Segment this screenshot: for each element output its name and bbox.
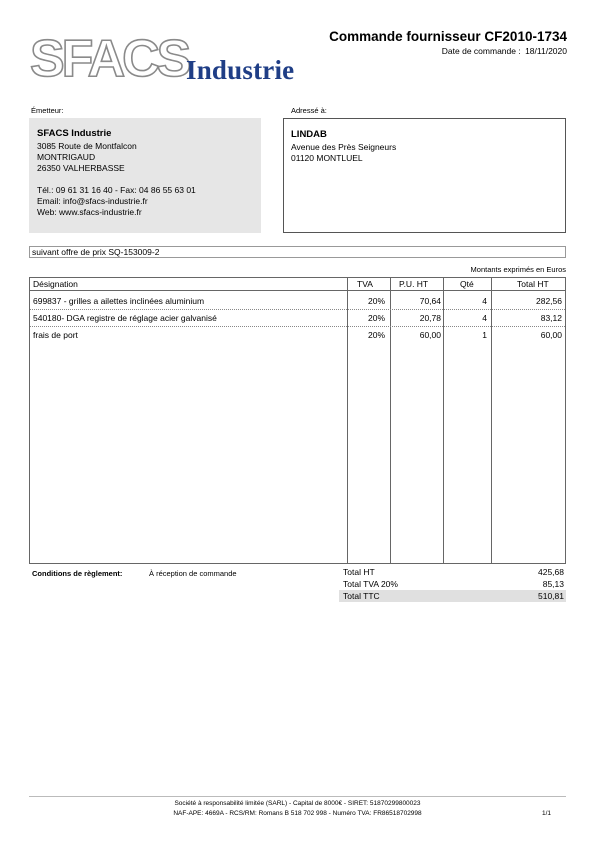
order-date-value: 18/11/2020 bbox=[525, 46, 567, 56]
total-value: 425,68 bbox=[538, 567, 564, 577]
page-number: 1/1 bbox=[541, 810, 551, 817]
row-quantity: 4 bbox=[482, 296, 487, 306]
row-unit-price: 20,78 bbox=[419, 313, 441, 323]
row-total: 83,12 bbox=[540, 313, 562, 323]
sender-address-line: 3085 Route de Montfalcon bbox=[37, 141, 137, 151]
row-designation: 540180- DGA registre de réglage acier galvanisé bbox=[33, 313, 217, 323]
sender-email: Email: info@sfacs-industrie.fr bbox=[37, 196, 148, 206]
total-ht-row bbox=[339, 566, 566, 578]
sender-label: Émetteur: bbox=[31, 106, 64, 115]
total-label: Total TTC bbox=[343, 591, 380, 601]
row-quantity: 1 bbox=[482, 330, 487, 340]
order-lines-table bbox=[29, 277, 566, 564]
total-value: 510,81 bbox=[538, 591, 564, 601]
total-label: Total HT bbox=[343, 567, 375, 577]
sender-phone: Tél.: 09 61 31 16 40 - Fax: 04 86 55 63 01 bbox=[37, 185, 196, 195]
total-value: 85,13 bbox=[542, 579, 564, 589]
order-date bbox=[440, 46, 567, 56]
row-tva: 20% bbox=[367, 313, 385, 323]
sender-web: Web: www.sfacs-industrie.fr bbox=[37, 207, 142, 217]
logo-brand-text: SFACS bbox=[30, 32, 189, 84]
total-label: Total TVA 20% bbox=[343, 579, 398, 589]
total-tva-row bbox=[339, 578, 566, 590]
offer-reference: suivant offre de prix SQ-153009-2 bbox=[29, 246, 566, 258]
recipient-box bbox=[283, 118, 566, 233]
row-designation: 699837 - grilles a ailettes inclinées aluminium bbox=[33, 296, 205, 306]
payment-terms-label: Conditions de règlement: bbox=[32, 569, 123, 578]
footer-registration-line: NAF-APE: 4669A - RCS/RM: Romans B 518 702 998 - Numéro TVA: FR86518702998 bbox=[173, 810, 422, 817]
logo-industrie-text: Industrie bbox=[186, 55, 295, 85]
recipient-address-line: Avenue des Près Seigneurs bbox=[291, 142, 397, 152]
recipient-address-line: 01120 MONTLUEL bbox=[291, 153, 363, 163]
row-unit-price: 60,00 bbox=[419, 330, 441, 340]
row-quantity: 4 bbox=[482, 313, 487, 323]
footer-divider bbox=[29, 796, 566, 797]
recipient-label: Adressé à: bbox=[291, 106, 327, 115]
row-tva: 20% bbox=[367, 330, 385, 340]
sender-address-line: 26350 VALHERBASSE bbox=[37, 163, 125, 173]
total-ttc-row bbox=[339, 590, 566, 602]
totals-block bbox=[339, 566, 566, 602]
header-quantity: Qté bbox=[460, 279, 474, 289]
currency-note: Montants exprimés en Euros bbox=[470, 265, 566, 274]
row-tva: 20% bbox=[367, 296, 385, 306]
row-total: 282,56 bbox=[536, 296, 562, 306]
sender-box bbox=[29, 118, 261, 233]
header-unit-price: P.U. HT bbox=[399, 279, 429, 289]
header-tva: TVA bbox=[357, 279, 373, 289]
footer-legal-line: Société à responsabilité limitée (SARL) - Capital de 8000€ - SIRET: 51870299800023 bbox=[174, 800, 421, 807]
row-designation: frais de port bbox=[33, 330, 78, 340]
header-designation: Désignation bbox=[33, 279, 78, 289]
row-unit-price: 70,64 bbox=[419, 296, 441, 306]
recipient-name: LINDAB bbox=[291, 129, 327, 140]
sender-address-line: MONTRIGAUD bbox=[37, 152, 96, 162]
sender-name: SFACS Industrie bbox=[37, 128, 112, 139]
order-date-label: Date de commande : bbox=[441, 46, 521, 56]
sfacs-logo-mark bbox=[30, 32, 190, 84]
row-total: 60,00 bbox=[540, 330, 562, 340]
header-total-ht: Total HT bbox=[517, 279, 549, 289]
document-title: Commande fournisseur CF2010-1734 bbox=[329, 29, 567, 44]
payment-terms-value: À réception de commande bbox=[149, 569, 237, 578]
